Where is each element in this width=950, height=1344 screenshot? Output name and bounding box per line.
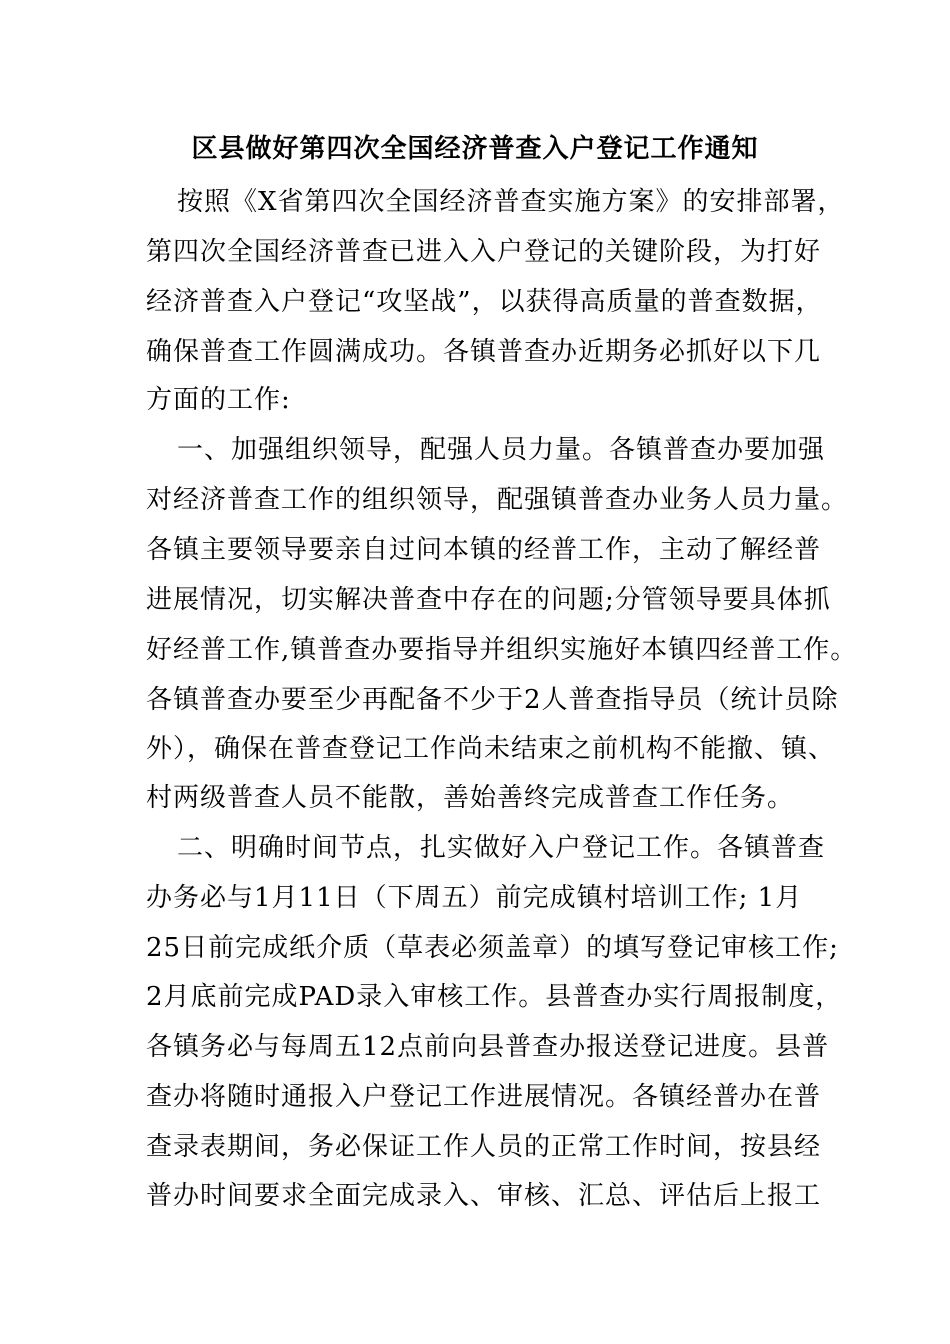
paragraph-line: 查办将随时通报入户登记工作进展情况。各镇经普办在普 — [146, 1082, 822, 1112]
paragraph-line: 好经普工作,镇普查办要指导并组织实施好本镇四经普工作。 — [146, 635, 858, 665]
paragraph-line: 查录表期间，务必保证工作人员的正常工作时间，按县经 — [146, 1132, 822, 1162]
paragraph-line: 按照《X省第四次全国经济普查实施方案》的安排部署， — [177, 187, 845, 217]
paragraph-line: 外），确保在普查登记工作尚未结束之前机构不能撤、镇、 — [146, 734, 836, 764]
paragraph-line: 各镇主要领导要亲自过问本镇的经普工作，主动了解经普 — [146, 535, 822, 565]
paragraph-line: 办务必与1月11日（下周五）前完成镇村培训工作; 1月 — [146, 883, 803, 913]
paragraph-line: 25日前完成纸介质（草表必须盖章）的填写登记审核工作; — [146, 933, 839, 963]
paragraph-line: 普办时间要求全面完成录入、审核、汇总、评估后上报工 — [146, 1181, 822, 1211]
paragraph-line: 方面的工作: — [146, 385, 291, 415]
paragraph-line: 对经济普查工作的组织领导，配强镇普查办业务人员力量。 — [146, 485, 849, 515]
paragraph-line: 第四次全国经济普查已进入入户登记的关键阶段，为打好 — [146, 237, 822, 267]
paragraph-line: 经济普查入户登记“攻坚战”，以获得高质量的普查数据， — [146, 287, 823, 317]
paragraph-line: 各镇务必与每周五12点前向县普查办报送登记进度。县普 — [146, 1032, 830, 1062]
paragraph-line: 二、明确时间节点，扎实做好入户登记工作。各镇普查 — [177, 833, 826, 863]
paragraph-line: 确保普查工作圆满成功。各镇普查办近期务必抓好以下几 — [146, 337, 822, 367]
paragraph-line: 各镇普查办要至少再配备不少于2人普查指导员（统计员除 — [146, 685, 839, 715]
paragraph-line: 进展情况，切实解决普查中存在的问题;分管领导要具体抓 — [146, 585, 831, 615]
document-title: 区县做好第四次全国经济普查入户登记工作通知 — [191, 134, 759, 164]
paragraph-line: 2月底前完成PAD录入审核工作。县普查办实行周报制度， — [146, 982, 843, 1012]
paragraph-line: 村两级普查人员不能散，善始善终完成普查工作任务。 — [146, 783, 795, 813]
paragraph-line: 一、加强组织领导，配强人员力量。各镇普查办要加强 — [177, 435, 826, 465]
